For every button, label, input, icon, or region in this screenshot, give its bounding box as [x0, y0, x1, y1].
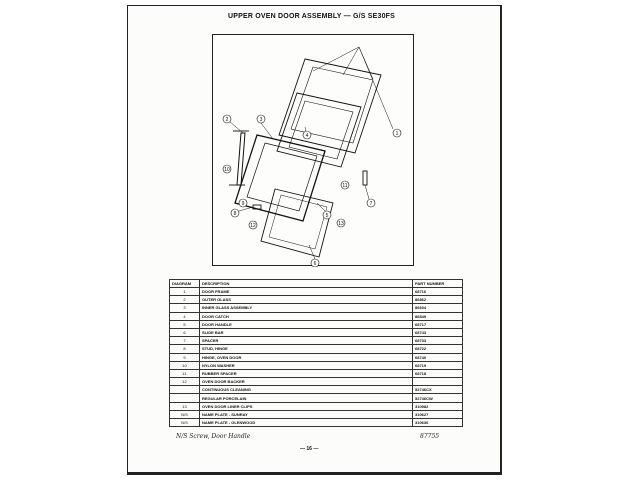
row-description: SLIDE BAR — [200, 328, 413, 336]
outer-glass-panel — [279, 59, 381, 153]
row-description: STUD, HINGE — [200, 345, 413, 353]
table-row — [170, 304, 463, 312]
table-row — [170, 361, 463, 369]
exploded-diagram — [212, 34, 414, 266]
row-diagram: 7 — [170, 337, 200, 345]
row-diagram: 2 — [170, 296, 200, 304]
row-part-number: 68719 — [413, 361, 463, 369]
row-diagram: 3 — [170, 304, 200, 312]
header-diagram: DIAGRAM — [170, 280, 200, 288]
row-diagram: 5 — [170, 320, 200, 328]
exploded-diagram-drawing — [213, 35, 415, 267]
row-description: NAME PLATE - SUNRAY — [200, 410, 413, 418]
row-description: OUTER GLASS — [200, 296, 413, 304]
row-part-number: 68716 — [413, 288, 463, 296]
handwritten-note: N/S Screw, Door Handle — [176, 433, 251, 440]
row-diagram: 13 — [170, 402, 200, 410]
row-diagram: 8 — [170, 345, 200, 353]
row-description: CONTINUOUS CLEANING — [200, 386, 413, 394]
row-description: OVEN DOOR BACKER — [200, 378, 413, 386]
page-title: UPPER OVEN DOOR ASSEMBLY — G/S SE30FS — [228, 13, 396, 20]
row-diagram: 9 — [170, 353, 200, 361]
header-part-number: PART NUMBER — [413, 280, 463, 288]
table-row — [170, 288, 463, 296]
parts-table — [169, 279, 463, 427]
callout-13: 13 — [338, 221, 344, 227]
row-part-number: 68722 — [413, 345, 463, 353]
callout-5: 5 — [325, 213, 329, 219]
row-diagram: N/S — [170, 419, 200, 427]
row-description: OVEN DOOR LINER CLIPS — [200, 402, 413, 410]
table-row — [170, 369, 463, 377]
row-description: DOOR FRAME — [200, 288, 413, 296]
table-row — [170, 386, 463, 394]
table-row — [170, 320, 463, 328]
row-description: REGULAR PORCELAIN — [200, 394, 413, 402]
row-part-number: 86849 — [413, 312, 463, 320]
table-row — [170, 296, 463, 304]
callout-6: 6 — [313, 261, 317, 267]
handwritten-part-number: 87755 — [420, 433, 440, 440]
callout-1: 1 — [395, 131, 399, 137]
table-row — [170, 312, 463, 320]
row-description: DOOR HANDLE — [200, 320, 413, 328]
row-diagram — [170, 386, 200, 394]
row-part-number: 86604 — [413, 304, 463, 312]
parts-table-header — [170, 280, 463, 288]
row-part-number: 68717 — [413, 320, 463, 328]
header-description: DESCRIPTION — [200, 280, 413, 288]
table-row — [170, 402, 463, 410]
row-part-number: 310982 — [413, 402, 463, 410]
row-diagram: 6 — [170, 328, 200, 336]
row-description: HINGE, OVEN DOOR — [200, 353, 413, 361]
callout-12: 12 — [250, 223, 256, 229]
callout-10: 10 — [224, 167, 230, 173]
table-row — [170, 353, 463, 361]
callout-8: 8 — [233, 211, 237, 217]
row-description: NYLON WASHER — [200, 361, 413, 369]
row-part-number: 310636 — [413, 419, 463, 427]
row-diagram: 12 — [170, 378, 200, 386]
row-description: DOOR CATCH — [200, 312, 413, 320]
row-description: RUBBER SPACER — [200, 369, 413, 377]
page-number: — 16 — — [300, 446, 319, 452]
row-part-number: 68718 — [413, 369, 463, 377]
table-row — [170, 337, 463, 345]
row-diagram: 11 — [170, 369, 200, 377]
door-catch — [363, 171, 367, 185]
table-row — [170, 410, 463, 418]
table-row — [170, 345, 463, 353]
row-part-number: 310627 — [413, 410, 463, 418]
row-part-number: 68743 — [413, 328, 463, 336]
row-description: NAME PLATE - GLENWOOD — [200, 419, 413, 427]
table-row — [170, 328, 463, 336]
callout-4: 4 — [305, 133, 309, 139]
callout-3: 3 — [259, 117, 263, 123]
callout-11: 11 — [342, 183, 348, 189]
row-description: INNER GLASS ASSEMBLY — [200, 304, 413, 312]
row-diagram: 4 — [170, 312, 200, 320]
row-diagram: 1 — [170, 288, 200, 296]
row-diagram: N/S — [170, 410, 200, 418]
row-part-number: 68740 — [413, 353, 463, 361]
table-row — [170, 378, 463, 386]
table-row — [170, 394, 463, 402]
callout-7: 7 — [369, 201, 373, 207]
table-row — [170, 419, 463, 427]
row-part-number: 52746CX — [413, 386, 463, 394]
row-description: SPACER — [200, 337, 413, 345]
row-diagram: 10 — [170, 361, 200, 369]
row-part-number: 86862 — [413, 296, 463, 304]
row-part-number — [413, 378, 463, 386]
callout-9: 9 — [241, 201, 245, 207]
row-part-number: 68733 — [413, 337, 463, 345]
row-part-number: 52746CW — [413, 394, 463, 402]
callout-2: 2 — [225, 117, 229, 123]
row-diagram — [170, 394, 200, 402]
